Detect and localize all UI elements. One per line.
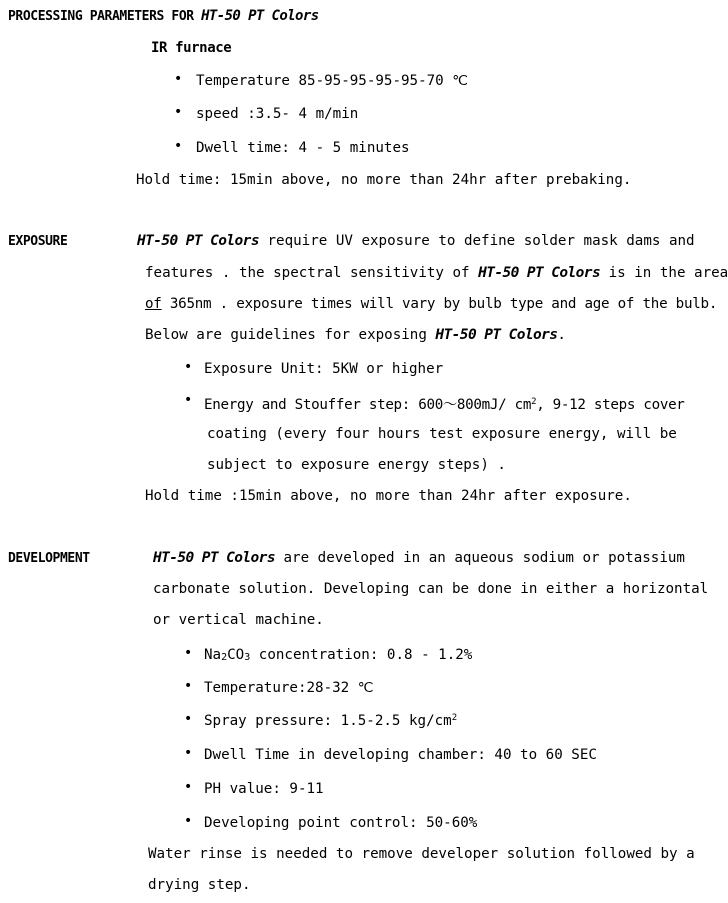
bullet-icon: • [184,359,193,375]
development-para-line-2: carbonate solution. Developing can be done in either a horizontal [153,581,709,597]
brand-name: HT-50 PT Colors [137,233,259,249]
chem-text: concentration: 0.8 - 1.2% [250,647,473,663]
subscript: 2 [221,652,228,663]
superscript: 2 [451,713,458,723]
subheading-ir-furnace: IR furnace [151,40,232,56]
exposure-hold-time: Hold time :15min above, no more than 24hr after exposure. [145,488,632,504]
underlined-of: of [145,296,162,312]
development-text: are developed in an aqueous sodium or potassium [274,550,685,566]
brand-name: HT-50 PT Colors [153,550,275,566]
exposure-energy-line-1 [204,394,685,414]
dev-text: Spray pressure: 1.5-2.5 kg/cm [204,713,452,729]
chem-text: CO [227,647,245,663]
exposure-text: is in the area [600,265,728,281]
exposure-energy-line-3: subject to exposure energy steps) . [207,457,506,473]
subscript: 3 [244,652,251,663]
title-prefix: PROCESSING PARAMETERS FOR [8,9,202,24]
superscript: 2 [531,397,537,407]
ir-temperature: Temperature 85-95-95-95-95-70 ℃ [196,73,469,89]
exposure-text: features . the spectral sensitivity of [145,265,479,281]
bullet-icon: • [174,71,183,87]
exposure-text: , 9-12 steps cover [536,397,685,413]
bullet-icon: • [184,779,193,795]
brand-name: HT-50 PT Colors [435,327,558,343]
exposure-text: Energy and Stouffer step: 600～800mJ/ cm [204,397,532,413]
bullet-icon: • [174,138,183,154]
section-heading-development: DEVELOPMENT [8,551,90,566]
exposure-para-line-1 [137,233,695,249]
bullet-icon: • [184,645,193,661]
dev-temperature: Temperature:28-32 ℃ [204,680,374,696]
title-brand: HT-50 PT Colors [201,8,319,24]
exposure-para-line-3 [145,296,717,312]
bullet-icon: • [174,104,183,120]
exposure-unit: Exposure Unit: 5KW or higher [204,361,444,377]
rinse-line-2: drying step. [148,877,251,893]
bullet-icon: • [184,813,193,829]
section-title-processing [8,8,319,24]
dev-point-control: Developing point control: 50-60% [204,815,478,831]
bullet-icon: • [184,745,193,761]
dev-ph-value: PH value: 9-11 [204,781,324,797]
bullet-icon: • [184,678,193,694]
exposure-text: 365nm . exposure times will vary by bulb type and age of the bulb. [161,296,718,312]
exposure-energy-line-2: coating (every four hours test exposure energy, will be [207,426,677,442]
prebake-hold-time: Hold time: 15min above, no more than 24hr after prebaking. [136,172,632,188]
rinse-line-1: Water rinse is needed to remove developer solution followed by a [148,846,695,862]
exposure-para-line-2 [145,265,728,281]
section-heading-exposure: EXPOSURE [8,234,68,249]
bullet-icon: • [184,711,193,727]
ir-speed: speed :3.5- 4 m/min [196,106,359,122]
exposure-text: require UV exposure to define solder mask dams and [258,233,695,249]
chem-text: Na [204,647,222,663]
development-para-line-3: or vertical machine. [153,612,324,628]
exposure-text: Below are guidelines for exposing [145,327,436,343]
exposure-text: . [557,327,566,343]
exposure-para-line-4 [145,327,566,343]
dev-dwell-time: Dwell Time in developing chamber: 40 to 60 SEC [204,747,597,763]
ir-dwell-time: Dwell time: 4 - 5 minutes [196,140,410,156]
development-para-line-1 [153,550,685,566]
dev-concentration [204,647,472,663]
brand-name: HT-50 PT Colors [478,265,601,281]
bullet-icon: • [184,392,193,408]
dev-spray-pressure [204,713,457,729]
